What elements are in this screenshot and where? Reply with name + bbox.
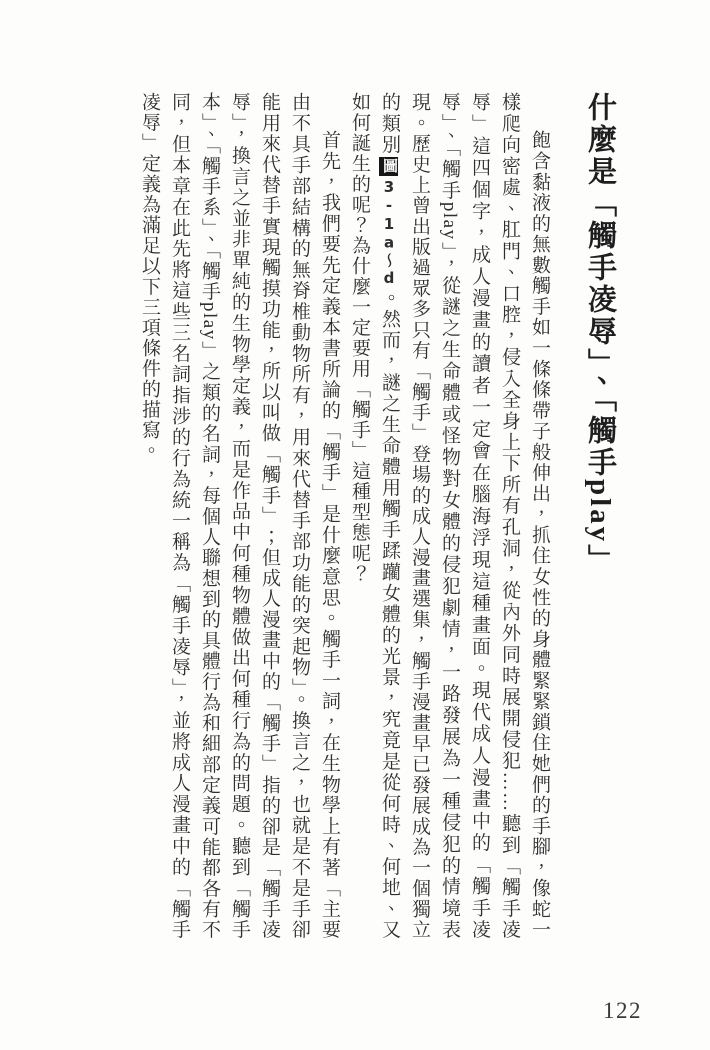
body-text bbox=[134, 92, 554, 940]
paragraph-2: 首先，我們要先定義本書所論的「觸手」是什麼意思。觸手一詞，在生物學上有著「主要由不具手部結構的無脊椎動物所有，用來代替手部功能的突起物」。換言之，也就是不是手卻能用來代替手實現觸摸功能，所以叫做「觸手」；但成人漫畫中的「觸手」指的卻是「觸手凌辱」，換言之並非單純的生物學定義，而是作品中何種物體做出何種行為的問題。聽到「觸手本」、「觸手系」、「觸手play」之類的名詞，每個人聯想到的具體行為和細部定義可能都各有不同，但本章在此先將這些三名詞指涉的行為統一稱為「觸手凌辱」，並將成人漫畫中的「觸手凌辱」定義為滿足以下三項條件的描寫。 bbox=[139, 92, 340, 940]
page-content bbox=[78, 92, 630, 940]
paragraph-1-continued: 。然而，謎之生命體用觸手蹂躪女體的光景，究竟是從何時、何地、又如何誕生的呢？為什麼一定要用「觸手」這種型態呢？ bbox=[349, 92, 400, 941]
paragraph-1-text: 飽含黏液的無數觸手如一條條帶子般伸出，抓住女性的身體緊緊鎖住她們的手腳，像蛇一樣爬向密處、肛門、口腔，侵入全身上下所有孔洞，從內外同時展開侵犯……聽到「觸手凌辱」這四個字，成人漫畫的讀者一定會在腦海浮現這種畫面。現代成人漫畫中的「觸手凌辱」、「觸手play」，從謎之生命體或怪物對女體的侵犯劇情，一路發展為一種侵犯的情境表現。歷史上曾出版過眾多只有「觸手」登場的成人漫畫選集，觸手漫畫早已發展成為一個獨立的類別 bbox=[379, 92, 550, 940]
figure-reference-number: 3-1a～d bbox=[380, 178, 398, 288]
figure-reference-badge: 圖 bbox=[381, 158, 397, 175]
chapter-title: 什麼是「觸手凌辱」、「觸手play」 bbox=[584, 92, 616, 577]
page-number: 122 bbox=[603, 998, 642, 1023]
paragraph-1 bbox=[344, 92, 554, 940]
